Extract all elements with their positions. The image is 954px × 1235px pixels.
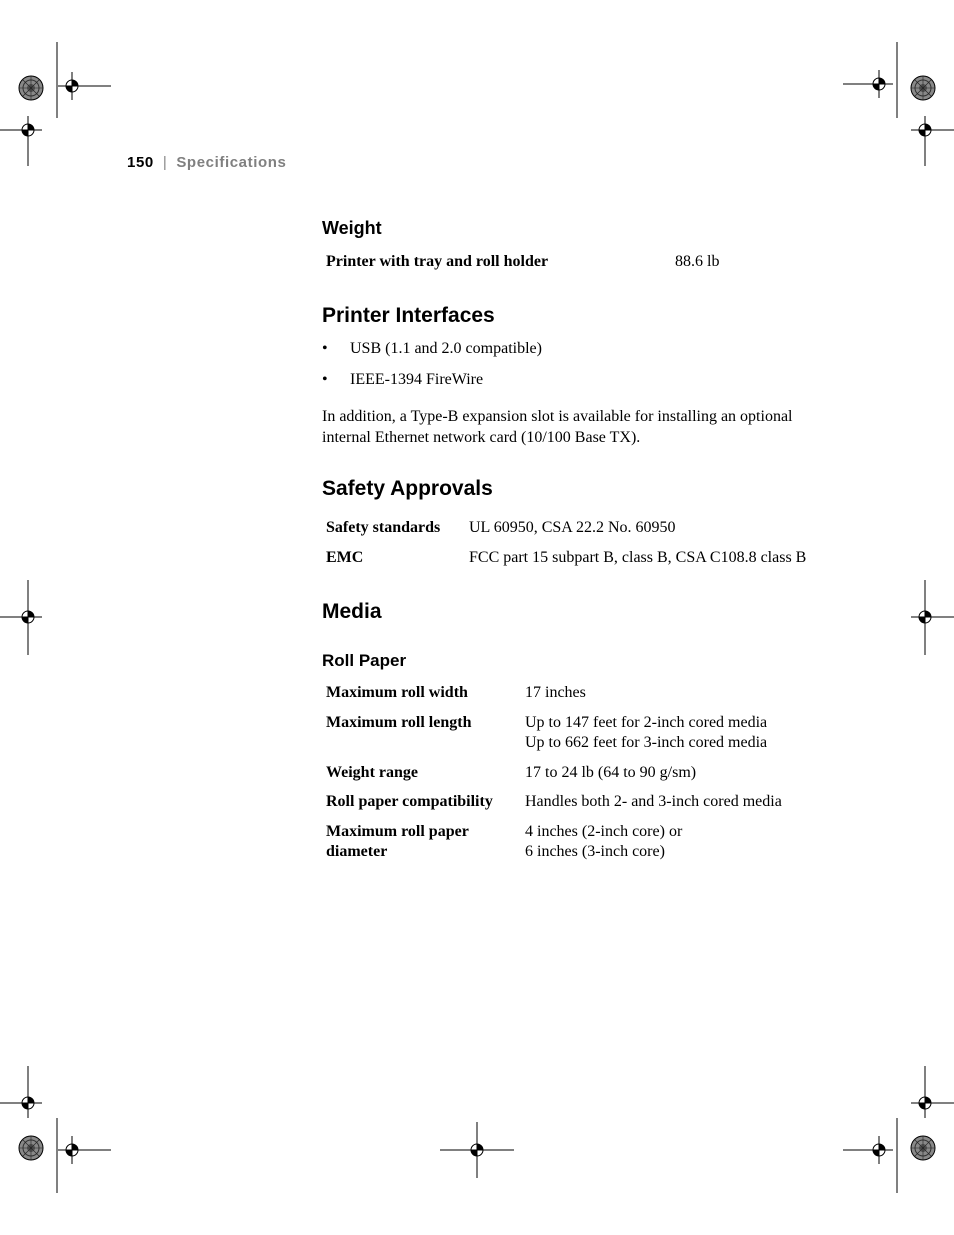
spec-label: diameter — [326, 843, 388, 860]
spec-label: Safety standards — [326, 519, 441, 536]
spec-label: Maximum roll paper — [326, 823, 469, 840]
spec-value: Up to 147 feet for 2-inch cored media — [525, 714, 768, 731]
spec-value: 6 inches (3-inch core) — [525, 843, 665, 860]
spec-label: EMC — [326, 549, 364, 566]
list-item-text: USB (1.1 and 2.0 compatible) — [350, 340, 542, 357]
spec-label: Weight range — [326, 764, 418, 781]
running-header — [127, 154, 286, 171]
spec-value: Handles both 2- and 3-inch cored media — [525, 793, 782, 810]
printer-interfaces-heading: Printer Interfaces — [322, 304, 495, 327]
spec-label: Maximum roll width — [326, 684, 468, 701]
bullet-icon: • — [322, 340, 328, 357]
spec-value: 17 inches — [525, 684, 586, 701]
spec-value: 88.6 lb — [675, 253, 720, 270]
spec-label: Printer with tray and roll holder — [326, 253, 549, 270]
spec-label: Maximum roll length — [326, 714, 472, 731]
spec-value: 17 to 24 lb (64 to 90 g/sm) — [525, 764, 697, 781]
spec-value: FCC part 15 subpart B, class B, CSA C108.8 class B — [469, 549, 807, 566]
bullet-icon: • — [322, 371, 328, 388]
spec-value: Up to 662 feet for 3-inch cored media — [525, 734, 768, 751]
page-number: 150 — [127, 154, 154, 171]
media-heading: Media — [322, 600, 382, 623]
roll-paper-heading: Roll Paper — [322, 651, 407, 670]
interfaces-paragraph: In addition, a Type-B expansion slot is available for installing an optional internal Ethernet network card (10/100 Base TX). — [322, 408, 793, 446]
header-separator: | — [162, 154, 168, 171]
weight-heading: Weight — [322, 218, 382, 238]
safety-approvals-heading: Safety Approvals — [322, 477, 493, 500]
spec-label: Roll paper compatibility — [326, 793, 493, 810]
spec-value: 4 inches (2-inch core) or — [525, 823, 683, 840]
section-name: Specifications — [176, 154, 287, 171]
list-item-text: IEEE-1394 FireWire — [350, 371, 484, 388]
spec-value: UL 60950, CSA 22.2 No. 60950 — [469, 519, 676, 536]
